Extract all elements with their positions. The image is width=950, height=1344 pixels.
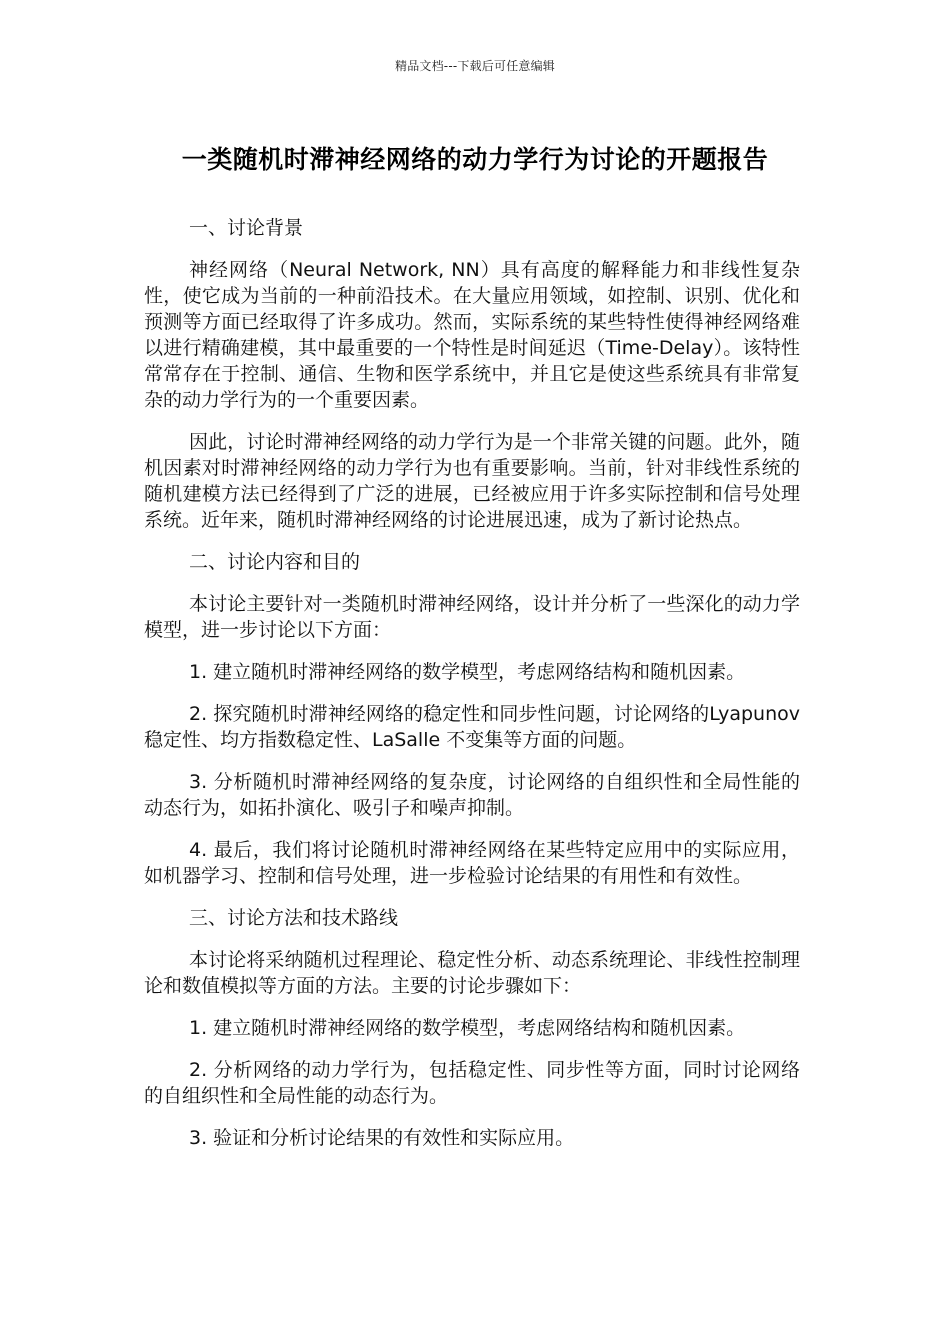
list-item-content-4: 4. 最后，我们将讨论随机时滞神经网络在某些特定应用中的实际应用，如机器学习、控制和信号处理，进一步检验讨论结果的有用性和有效性。 [144, 839, 800, 887]
section-heading-methods: 三、讨论方法和技术路线 [189, 907, 399, 929]
list-item-methods-3: 3. 验证和分析讨论结果的有效性和实际应用。 [189, 1127, 575, 1149]
list-item-methods-2: 2. 分析网络的动力学行为，包括稳定性、同步性等方面，同时讨论网络的自组织性和全局性能的动态行为。 [144, 1059, 800, 1107]
paragraph-background-2: 因此，讨论时滞神经网络的动力学行为是一个非常关键的问题。此外，随机因素对时滞神经网络的动力学行为也有重要影响。当前，针对非线性系统的随机建模方法已经得到了广泛的进展，已经被应用于许多实际控制和信号处理系统。近年来，随机时滞神经网络的讨论进展迅速，成为了新讨论热点。 [144, 431, 800, 531]
document-body [144, 215, 800, 1167]
paragraph-content-intro: 本讨论主要针对一类随机时滞神经网络，设计并分析了一些深化的动力学模型，进一步讨论以下方面： [144, 593, 800, 641]
section-heading-content-goals: 二、讨论内容和目的 [189, 551, 361, 573]
document-title: 一类随机时滞神经网络的动力学行为讨论的开题报告 [181, 145, 769, 174]
section-heading-background: 一、讨论背景 [189, 217, 304, 239]
header-note: 精品文档---下载后可任意编辑 [395, 59, 555, 73]
paragraph-methods-intro: 本讨论将采纳随机过程理论、稳定性分析、动态系统理论、非线性控制理论和数值模拟等方面的方法。主要的讨论步骤如下： [144, 949, 800, 997]
list-item-content-1: 1. 建立随机时滞神经网络的数学模型，考虑网络结构和随机因素。 [189, 661, 746, 683]
list-item-content-3: 3. 分析随机时滞神经网络的复杂度，讨论网络的自组织性和全局性能的动态行为，如拓扑演化、吸引子和噪声抑制。 [144, 771, 800, 819]
list-item-content-2: 2. 探究随机时滞神经网络的稳定性和同步性问题，讨论网络的Lyapunov 稳定性、均方指数稳定性、LaSalle 不变集等方面的问题。 [144, 703, 800, 751]
list-item-methods-1: 1. 建立随机时滞神经网络的数学模型，考虑网络结构和随机因素。 [189, 1017, 746, 1039]
paragraph-background-1: 神经网络（Neural Network, NN）具有高度的解释能力和非线性复杂性，使它成为当前的一种前沿技术。在大量应用领域，如控制、识别、优化和预测等方面已经取得了许多成功。然而，实际系统的某些特性使得神经网络难以进行精确建模，其中最重要的一个特性是时间延迟（Time-Delay）。该特性常常存在于控制、通信、生物和医学系统中，并且它是使这些系统具有非常复杂的动力学行为的一个重要因素。 [144, 259, 800, 411]
